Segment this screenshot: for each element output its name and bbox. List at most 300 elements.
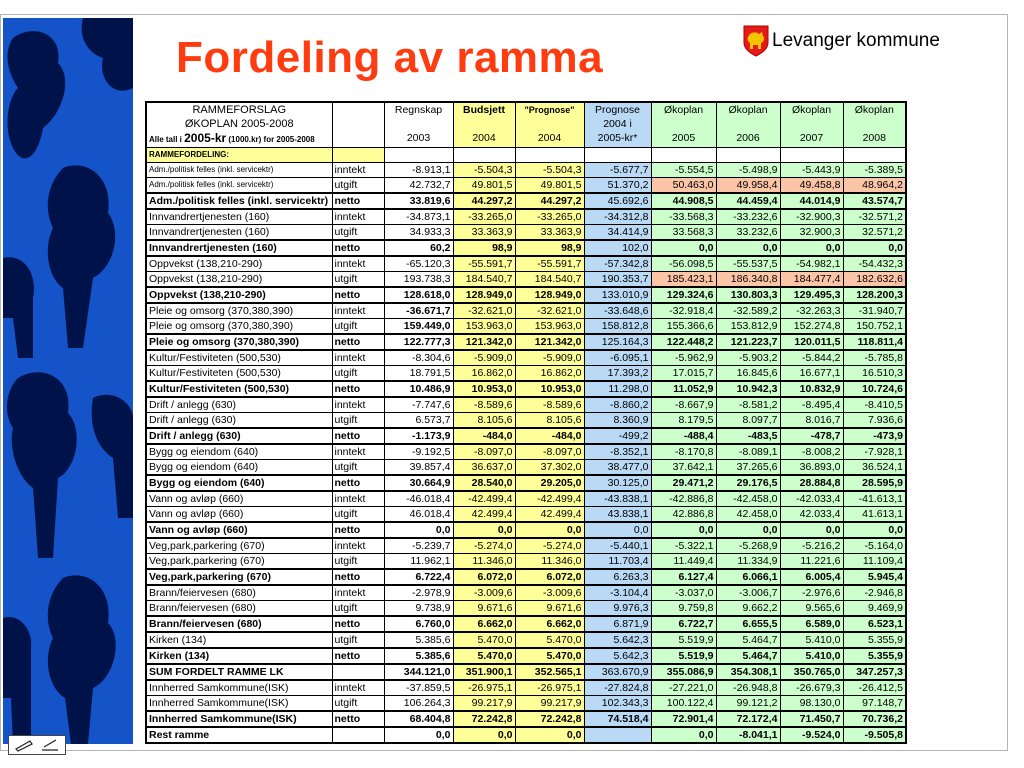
cell-value: 28.884,8: [780, 475, 843, 491]
cell-value: 9.469,9: [843, 601, 906, 617]
row-label: Vann og avløp (660): [146, 522, 332, 538]
cell-value: 6.005,4: [780, 569, 843, 585]
cell-value: -8.589,6: [453, 397, 515, 413]
row-label: Adm./politisk felles (inkl. servicektr): [146, 178, 332, 194]
table-row: [146, 648, 906, 664]
table-row: [146, 460, 906, 476]
cell-value: 49.801,5: [515, 178, 584, 194]
cell-value: -27.221,0: [651, 680, 716, 696]
cell-value: -43.838,1: [584, 491, 651, 507]
cell-value: -32.263,3: [780, 303, 843, 319]
cell-value: -8.008,2: [780, 444, 843, 460]
cell-value: 28.595,9: [843, 475, 906, 491]
table-row: [146, 585, 906, 601]
header-col-6-l3: 2007: [780, 131, 843, 148]
table-row: [146, 491, 906, 507]
cell-value: -65.120,3: [384, 256, 453, 272]
cell-value: 184.540,7: [515, 272, 584, 288]
cell-value: 98,9: [453, 240, 515, 256]
cell-value: 0,0: [780, 522, 843, 538]
row-label: Adm./politisk felles (inkl. servicektr): [146, 193, 332, 209]
cell-value: 152.274,8: [780, 319, 843, 335]
table-row: [146, 444, 906, 460]
row-type: netto: [332, 475, 384, 491]
table-row: [146, 680, 906, 696]
cell-value: 30.664,9: [384, 475, 453, 491]
cell-value: 5.470,0: [453, 648, 515, 664]
budget-table: [145, 101, 907, 744]
cell-value: -483,5: [716, 428, 780, 444]
cell-value: -7.747,6: [384, 397, 453, 413]
cell-value: -8.097,0: [515, 444, 584, 460]
cell-value: -3.104,4: [584, 585, 651, 601]
cell-value: 29.471,2: [651, 475, 716, 491]
cell-value: 6.589,0: [780, 616, 843, 632]
row-type: utgift: [332, 178, 384, 194]
table-row: [146, 507, 906, 523]
row-label: Drift / anlegg (630): [146, 413, 332, 429]
cell-value: 37.265,6: [716, 460, 780, 476]
cell-value: 42.033,4: [780, 507, 843, 523]
cell-value: 39.857,4: [384, 460, 453, 476]
cell-value: -26.412,5: [843, 680, 906, 696]
cell-value: 33.568,3: [651, 225, 716, 241]
row-type: utgift: [332, 272, 384, 288]
cell-value: -26.975,1: [453, 680, 515, 696]
cell-value: -8.304,6: [384, 350, 453, 366]
cell-value: 16.510,3: [843, 366, 906, 382]
cell-value: -42.458,0: [716, 491, 780, 507]
cell-value: -5.504,3: [453, 163, 515, 178]
row-label: Pleie og omsorg (370,380,390): [146, 303, 332, 319]
cell-value: 11.221,6: [780, 554, 843, 570]
cell-value: 6.066,1: [716, 569, 780, 585]
row-type: utgift: [332, 366, 384, 382]
cell-value: -33.265,0: [515, 209, 584, 225]
table-row: [146, 319, 906, 335]
cell-value: 0,0: [716, 240, 780, 256]
cell-value: 5.642,3: [584, 632, 651, 648]
cell-value: 72.242,8: [515, 711, 584, 727]
cell-value: -8.089,1: [716, 444, 780, 460]
cell-value: 0,0: [716, 522, 780, 538]
header-col-1-l2: [453, 117, 515, 131]
header-col-3-l2: 2004 i: [584, 117, 651, 131]
cell-value: 5.945,4: [843, 569, 906, 585]
cell-value: -8.589,6: [515, 397, 584, 413]
cell-value: 42.499,4: [453, 507, 515, 523]
header-col-0-l2: [384, 117, 453, 131]
cell-value: 43.574,7: [843, 193, 906, 209]
row-type: utgift: [332, 632, 384, 648]
cell-value: 158.812,8: [584, 319, 651, 335]
cell-value: -26.679,3: [780, 680, 843, 696]
section-row: [146, 148, 906, 163]
cell-value: 121.342,0: [453, 334, 515, 350]
table-row: [146, 193, 906, 209]
row-type: inntekt: [332, 585, 384, 601]
row-label: Vann og avløp (660): [146, 491, 332, 507]
cell-value: -5.268,9: [716, 538, 780, 554]
cell-value: 130.803,3: [716, 287, 780, 303]
cell-value: 8.179,5: [651, 413, 716, 429]
cell-value: -5.322,1: [651, 538, 716, 554]
cell-value: 36.893,0: [780, 460, 843, 476]
cell-value: 128.949,0: [453, 287, 515, 303]
cell-value: 10.953,0: [515, 381, 584, 397]
header-col-7-l1: Økoplan: [843, 102, 906, 117]
cell-value: 42.886,8: [651, 507, 716, 523]
cell-value: 32.900,3: [780, 225, 843, 241]
cell-value: -5.498,9: [716, 163, 780, 178]
cell-value: 5.464,7: [716, 632, 780, 648]
table-row: [146, 616, 906, 632]
cell-value: 153.812,9: [716, 319, 780, 335]
table-row: [146, 632, 906, 648]
row-label: Oppvekst (138,210-290): [146, 287, 332, 303]
row-type: inntekt: [332, 444, 384, 460]
cell-value: 5.410,0: [780, 648, 843, 664]
row-label: Veg,park,parkering (670): [146, 569, 332, 585]
cell-value: 9.565,6: [780, 601, 843, 617]
cell-value: 32.571,2: [843, 225, 906, 241]
cell-value: 106.264,3: [384, 696, 453, 712]
cell-value: -56.098,5: [651, 256, 716, 272]
cell-value: 16.677,1: [780, 366, 843, 382]
table-row: [146, 664, 906, 680]
table-row: [146, 727, 906, 743]
section-label: RAMMEFORDELING:: [146, 148, 332, 163]
row-type: netto: [332, 522, 384, 538]
cell-value: 6.127,4: [651, 569, 716, 585]
header-alle-tall: Alle tall i 2005-kr (1000.kr) for 2005-2008: [146, 131, 332, 148]
cell-value: 29.176,5: [716, 475, 780, 491]
cell-value: 186.340,8: [716, 272, 780, 288]
cell-value: -5.903,2: [716, 350, 780, 366]
cell-value: -32.621,0: [453, 303, 515, 319]
cell-value: -54.982,1: [780, 256, 843, 272]
horse-pattern-icon: [3, 18, 133, 744]
cell-value: 6.523,1: [843, 616, 906, 632]
cell-value: -478,7: [780, 428, 843, 444]
cell-value: -7.928,1: [843, 444, 906, 460]
row-label: Adm./politisk felles (inkl. servicektr): [146, 163, 332, 178]
cell-value: 72.172,4: [716, 711, 780, 727]
row-type: netto: [332, 287, 384, 303]
header-col-1-l1: Budsjett: [453, 102, 515, 117]
row-type: netto: [332, 648, 384, 664]
row-label: Kultur/Festiviteten (500,530): [146, 350, 332, 366]
cell-value: 99.217,9: [515, 696, 584, 712]
row-type: inntekt: [332, 538, 384, 554]
cell-value: -5.164,0: [843, 538, 906, 554]
table-row: [146, 240, 906, 256]
cell-value: -34.873,1: [384, 209, 453, 225]
table-row: [146, 350, 906, 366]
row-type: netto: [332, 616, 384, 632]
row-label: Innherred Samkommune(ISK): [146, 680, 332, 696]
cell-value: 5.355,9: [843, 648, 906, 664]
cell-value: 33.363,9: [453, 225, 515, 241]
cell-value: 8.105,6: [515, 413, 584, 429]
row-label: Kirken (134): [146, 632, 332, 648]
cell-value: 6.662,0: [515, 616, 584, 632]
cell-value: -8.581,2: [716, 397, 780, 413]
cell-value: -5.909,0: [453, 350, 515, 366]
municipality-logo: [743, 25, 940, 57]
cell-value: 29.205,0: [515, 475, 584, 491]
row-type: utgift: [332, 601, 384, 617]
cell-value: -9.192,5: [384, 444, 453, 460]
cell-value: 9.671,6: [453, 601, 515, 617]
cell-value: -55.537,5: [716, 256, 780, 272]
cell-value: 150.752,1: [843, 319, 906, 335]
row-type: utgift: [332, 413, 384, 429]
cell-value: -41.613,1: [843, 491, 906, 507]
cell-value: 351.900,1: [453, 664, 515, 680]
cell-value: 6.072,0: [453, 569, 515, 585]
table-row: [146, 428, 906, 444]
cell-value: 0,0: [843, 522, 906, 538]
row-label: Pleie og omsorg (370,380,390): [146, 334, 332, 350]
cell-value: 5.385,6: [384, 632, 453, 648]
header-col-7-l2: [843, 117, 906, 131]
header-row-2: [146, 117, 906, 131]
cell-value: -5.554,5: [651, 163, 716, 178]
header-col-5-l2: [716, 117, 780, 131]
cell-value: 100.122,4: [651, 696, 716, 712]
header-rammeforslag: RAMMEFORSLAG: [146, 102, 332, 117]
cell-value: 10.953,0: [453, 381, 515, 397]
cell-value: -32.589,2: [716, 303, 780, 319]
row-label: Vann og avløp (660): [146, 507, 332, 523]
header-col-6-l2: [780, 117, 843, 131]
cell-value: -499,2: [584, 428, 651, 444]
cell-value: 0,0: [843, 240, 906, 256]
cell-value: -32.571,2: [843, 209, 906, 225]
row-type: utgift: [332, 225, 384, 241]
header-col-7-l3: 2008: [843, 131, 906, 148]
coat-of-arms-icon: [743, 25, 769, 57]
cell-value: [584, 727, 651, 743]
cell-value: 8.105,6: [453, 413, 515, 429]
row-label: Drift / anlegg (630): [146, 428, 332, 444]
cell-value: 11.703,4: [584, 554, 651, 570]
table-row: [146, 475, 906, 491]
cell-value: -55.591,7: [515, 256, 584, 272]
cell-value: 43.838,1: [584, 507, 651, 523]
cell-value: 50.463,0: [651, 178, 716, 194]
cell-value: 10.832,9: [780, 381, 843, 397]
cell-value: -484,0: [453, 428, 515, 444]
row-type: inntekt: [332, 397, 384, 413]
cell-value: -8.913,1: [384, 163, 453, 178]
cell-value: 6.722,7: [651, 616, 716, 632]
cell-value: -5.785,8: [843, 350, 906, 366]
cell-value: 0,0: [651, 522, 716, 538]
cell-value: 44.014,9: [780, 193, 843, 209]
cell-value: 7.936,6: [843, 413, 906, 429]
cell-value: 30.125,0: [584, 475, 651, 491]
header-col-2-l1: "Prognose": [515, 102, 584, 117]
cell-value: 5.464,7: [716, 648, 780, 664]
cell-value: -42.499,4: [515, 491, 584, 507]
cell-value: -3.009,6: [453, 585, 515, 601]
cell-value: 182.632,6: [843, 272, 906, 288]
cell-value: 0,0: [384, 727, 453, 743]
cell-value: 155.366,6: [651, 319, 716, 335]
cell-value: -32.621,0: [515, 303, 584, 319]
cell-value: 37.302,0: [515, 460, 584, 476]
cell-value: 9.976,3: [584, 601, 651, 617]
row-type: [332, 727, 384, 743]
row-label: Pleie og omsorg (370,380,390): [146, 319, 332, 335]
row-type: utgift: [332, 554, 384, 570]
row-label: Kultur/Festiviteten (500,530): [146, 381, 332, 397]
cell-value: 44.459,4: [716, 193, 780, 209]
cell-value: 5.470,0: [515, 632, 584, 648]
header-col-4-l1: Økoplan: [651, 102, 716, 117]
cell-value: 5.519,9: [651, 648, 716, 664]
cell-value: -26.948,8: [716, 680, 780, 696]
cell-value: -33.232,6: [716, 209, 780, 225]
row-type: netto: [332, 569, 384, 585]
table-row: [146, 696, 906, 712]
cell-value: 18.791,5: [384, 366, 453, 382]
row-label: Brann/feiervesen (680): [146, 616, 332, 632]
header-col-5-l1: Økoplan: [716, 102, 780, 117]
cell-value: 68.404,8: [384, 711, 453, 727]
cell-value: -1.173,9: [384, 428, 453, 444]
cell-value: 11.298,0: [584, 381, 651, 397]
cell-value: 190.353,7: [584, 272, 651, 288]
cell-value: 36.637,0: [453, 460, 515, 476]
cell-value: 185.423,1: [651, 272, 716, 288]
cell-value: -33.648,6: [584, 303, 651, 319]
cell-value: 11.346,0: [453, 554, 515, 570]
header-col-5-l3: 2006: [716, 131, 780, 148]
cell-value: -8.667,9: [651, 397, 716, 413]
cell-value: 41.613,1: [843, 507, 906, 523]
table-row: [146, 381, 906, 397]
cell-value: 354.308,1: [716, 664, 780, 680]
cell-value: -8.860,2: [584, 397, 651, 413]
cell-value: -8.410,5: [843, 397, 906, 413]
cell-value: -5.274,0: [453, 538, 515, 554]
cell-value: 350.765,0: [780, 664, 843, 680]
cell-value: 10.942,3: [716, 381, 780, 397]
note-icon[interactable]: [8, 735, 66, 760]
row-label: Innherred Samkommune(ISK): [146, 696, 332, 712]
cell-value: 8.360,9: [584, 413, 651, 429]
page-title: Fordeling av ramma: [176, 33, 604, 82]
row-label: Bygg og eiendom (640): [146, 460, 332, 476]
cell-value: 120.011,5: [780, 334, 843, 350]
cell-value: -33.265,0: [453, 209, 515, 225]
cell-value: 0,0: [515, 522, 584, 538]
cell-value: 71.450,7: [780, 711, 843, 727]
cell-value: 42.458,0: [716, 507, 780, 523]
cell-value: 5.519,9: [651, 632, 716, 648]
row-type: utgift: [332, 696, 384, 712]
cell-value: 128.200,3: [843, 287, 906, 303]
row-label: Veg,park,parkering (670): [146, 538, 332, 554]
cell-value: 6.655,5: [716, 616, 780, 632]
cell-value: 0,0: [651, 240, 716, 256]
cell-value: -5.440,1: [584, 538, 651, 554]
cell-value: -31.940,7: [843, 303, 906, 319]
cell-value: -37.859,5: [384, 680, 453, 696]
cell-value: 42.732,7: [384, 178, 453, 194]
row-type: inntekt: [332, 303, 384, 319]
cell-value: 49.458,8: [780, 178, 843, 194]
cell-value: 102.343,3: [584, 696, 651, 712]
table-row: [146, 334, 906, 350]
cell-value: 46.018,4: [384, 507, 453, 523]
cell-value: -5.274,0: [515, 538, 584, 554]
cell-value: -54.432,3: [843, 256, 906, 272]
header-col-3-l1: Prognose: [584, 102, 651, 117]
cell-value: 0,0: [384, 522, 453, 538]
table-row: [146, 522, 906, 538]
header-col-4-l2: [651, 117, 716, 131]
row-label: Rest ramme: [146, 727, 332, 743]
cell-value: -488,4: [651, 428, 716, 444]
cell-value: 5.385,6: [384, 648, 453, 664]
table-row: [146, 303, 906, 319]
cell-value: 355.086,9: [651, 664, 716, 680]
row-type: inntekt: [332, 209, 384, 225]
cell-value: 6.573,7: [384, 413, 453, 429]
row-label: Innvandrertjenesten (160): [146, 240, 332, 256]
cell-value: 33.363,9: [515, 225, 584, 241]
table-row: [146, 538, 906, 554]
header-row-3: [146, 131, 906, 148]
cell-value: 6.662,0: [453, 616, 515, 632]
table-row: [146, 569, 906, 585]
cell-value: 60,2: [384, 240, 453, 256]
row-type: netto: [332, 193, 384, 209]
cell-value: -5.909,0: [515, 350, 584, 366]
cell-value: 99.121,2: [716, 696, 780, 712]
table-row: [146, 413, 906, 429]
cell-value: -27.824,8: [584, 680, 651, 696]
cell-value: -5.389,5: [843, 163, 906, 178]
cell-value: 97.148,7: [843, 696, 906, 712]
table-row: [146, 163, 906, 178]
cell-value: -5.239,7: [384, 538, 453, 554]
cell-value: -5.677,7: [584, 163, 651, 178]
cell-value: 5.355,9: [843, 632, 906, 648]
row-label: Kirken (134): [146, 648, 332, 664]
cell-value: 118.811,4: [843, 334, 906, 350]
cell-value: 72.242,8: [453, 711, 515, 727]
cell-value: -8.097,0: [453, 444, 515, 460]
cell-value: -2.946,8: [843, 585, 906, 601]
cell-value: -42.499,4: [453, 491, 515, 507]
cell-value: 344.121,0: [384, 664, 453, 680]
cell-value: -33.568,3: [651, 209, 716, 225]
cell-value: 11.334,9: [716, 554, 780, 570]
table-row: [146, 366, 906, 382]
cell-value: -3.009,6: [515, 585, 584, 601]
cell-value: -9.505,8: [843, 727, 906, 743]
row-label: Bygg og eiendom (640): [146, 444, 332, 460]
table-row: [146, 554, 906, 570]
cell-value: 6.871,9: [584, 616, 651, 632]
table-row: [146, 209, 906, 225]
row-label: Innvandrertjenesten (160): [146, 209, 332, 225]
